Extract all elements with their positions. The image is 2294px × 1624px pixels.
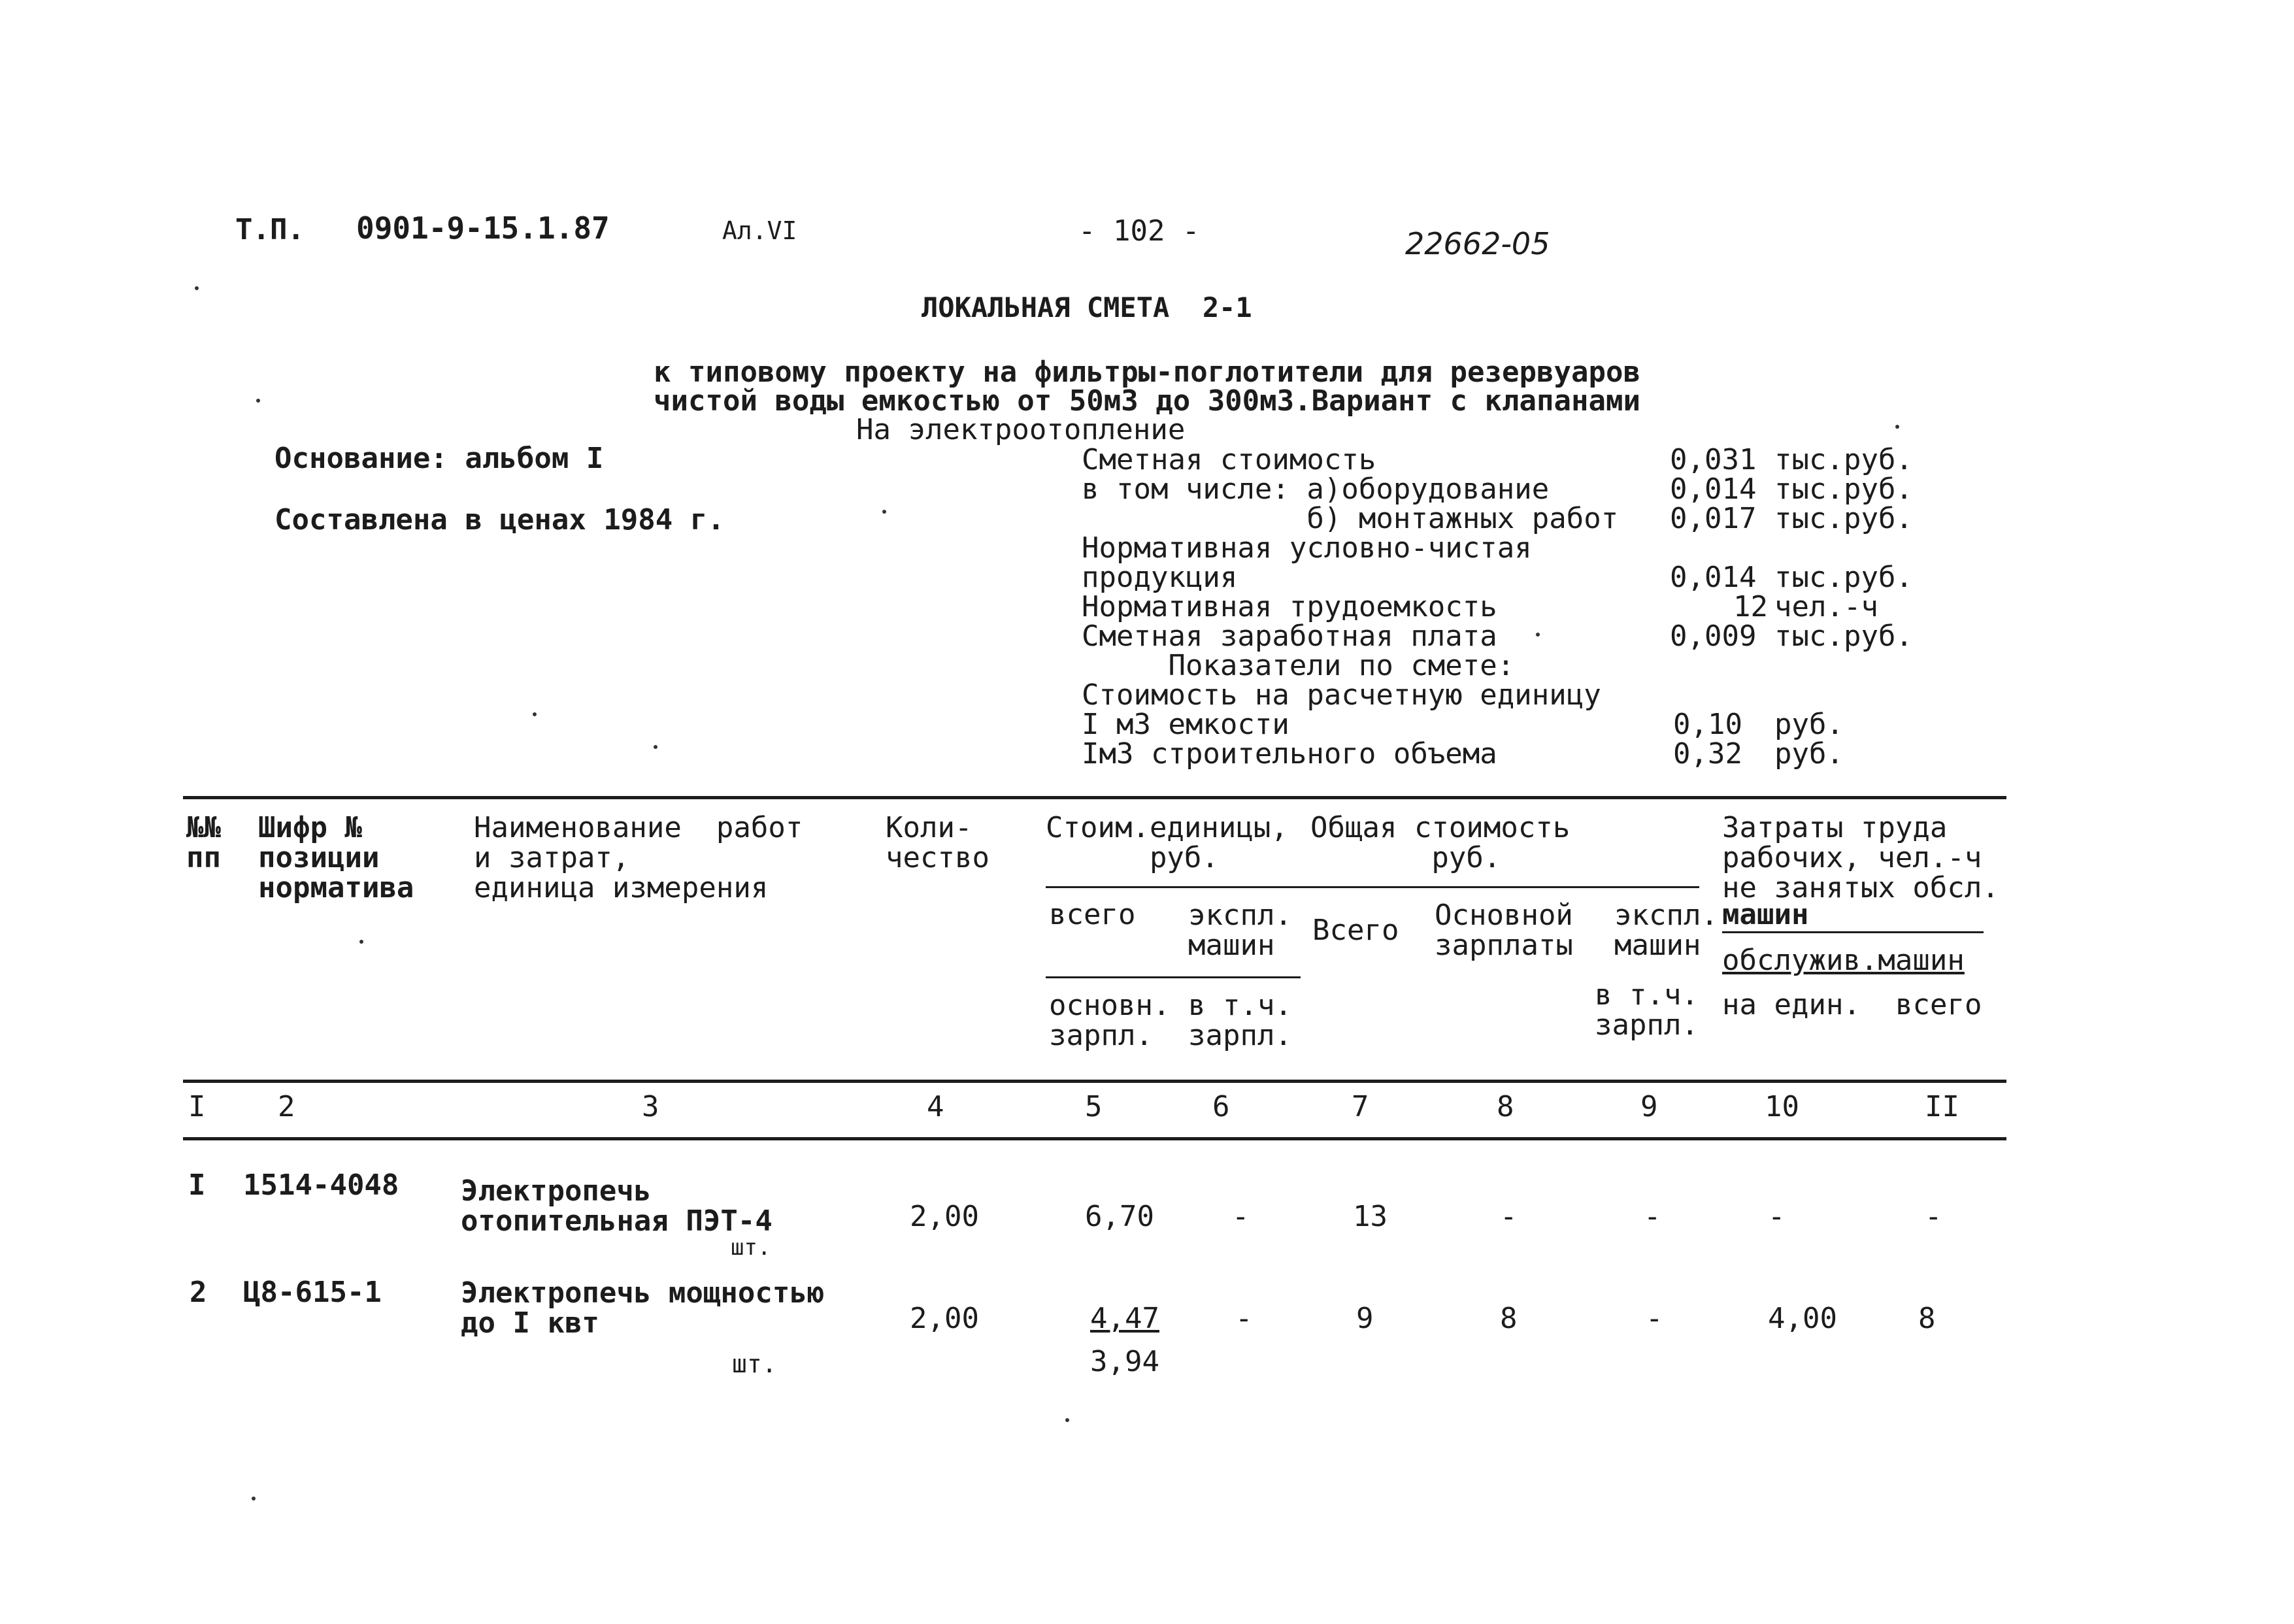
summary-label: Нормативная условно-чистая (1082, 531, 1532, 565)
column-number: 4 (927, 1090, 944, 1123)
row-name: Электропечь мощностью до I квт (461, 1276, 825, 1340)
col-header-name: Наименование работ и затрат, единица измерения (474, 811, 803, 905)
column-number: II (1925, 1090, 1959, 1123)
project-code: 0901-9-15.1.87 (356, 210, 610, 246)
row-labor-unit: - (1768, 1200, 1786, 1233)
scan-speck (359, 940, 363, 944)
col-header-total-cost: Общая стоимость руб. (1310, 811, 1571, 875)
row-number: 2 (190, 1276, 207, 1309)
summary-unit: руб. (1774, 737, 1844, 771)
summary-unit: руб. (1774, 708, 1844, 741)
col-header-labor-service: обслужив.машин (1722, 944, 1965, 977)
summary-value: 0,009 (1670, 620, 1757, 653)
summary-label: Показатели по смете: (1082, 649, 1515, 682)
album-number: Ал.VI (722, 216, 797, 245)
unit-cost-subrule-2 (1046, 976, 1301, 978)
summary-unit: тыс.руб. (1774, 620, 1913, 653)
col-header-vsego: всего (1049, 898, 1136, 931)
subtitle-line-2: чистой воды емкостью от 50м3 до 300м3.Вариант с клапанами (654, 384, 1640, 418)
column-number: I (188, 1090, 206, 1123)
scan-speck (256, 399, 260, 403)
row-total-ekspl: - (1646, 1302, 1663, 1335)
summary-unit: тыс.руб. (1774, 502, 1913, 535)
row-total-zarpl: - (1500, 1200, 1518, 1233)
row-total-zarpl: 8 (1500, 1302, 1518, 1335)
row-unit-ekspl: - (1235, 1302, 1253, 1335)
row-labor-total: 8 (1918, 1302, 1936, 1335)
row-code: 1514-4048 (243, 1168, 399, 1202)
column-numbers-bottom-rule (183, 1137, 2006, 1140)
header-bottom-rule (183, 1080, 2006, 1083)
col-header-vtch-zarpl-2: в т.ч. зарпл. (1595, 978, 1699, 1042)
row-code: Ц8-615-1 (243, 1276, 382, 1309)
doc-type-label: Т.П. (235, 213, 305, 246)
scan-speck (1065, 1418, 1069, 1422)
col-header-labor-machines: машин (1722, 898, 1809, 931)
summary-value: 0,014 (1670, 472, 1757, 506)
col-header-unit-cost: Стоим.единицы, руб. (1046, 811, 1288, 875)
page-number: - 102 - (1078, 214, 1200, 248)
summary-label: продукция (1082, 561, 1238, 594)
col-header-code: Шифр № позиции норматива (258, 811, 414, 905)
scan-speck (252, 1497, 256, 1500)
scan-speck (654, 745, 657, 749)
scan-speck (1536, 633, 1540, 637)
row-unit-ekspl: - (1232, 1200, 1250, 1233)
row-total-ekspl: - (1644, 1200, 1661, 1233)
col-header-vsego-total: Всего (1312, 914, 1399, 947)
unit-cost-subrule (1046, 886, 1699, 888)
column-number: 2 (278, 1090, 295, 1123)
scan-speck (533, 712, 537, 716)
column-number: 8 (1497, 1090, 1514, 1123)
summary-label: Стоимость на расчетную единицу (1082, 678, 1601, 712)
column-number: 6 (1212, 1090, 1230, 1123)
summary-unit: тыс.руб. (1774, 443, 1913, 476)
labor-subrule (1722, 931, 1984, 933)
col-header-ekspl-2: экспл. машин (1614, 899, 1718, 963)
summary-unit: тыс.руб. (1774, 561, 1913, 594)
scan-speck (1895, 425, 1899, 429)
row-number: I (188, 1168, 206, 1202)
col-header-quantity: Коли- чество (886, 811, 989, 875)
basis-prices: Составлена в ценах 1984 г. (274, 503, 725, 537)
column-number: 10 (1765, 1090, 1799, 1123)
subtitle-line-1: к типовому проекту на фильтры-поглотители для резервуаров (654, 356, 1640, 389)
col-header-na-edin: на един. (1722, 988, 1861, 1021)
summary-value: 0,32 (1673, 737, 1742, 771)
scan-speck (195, 286, 199, 290)
basis-album: Основание: альбом I (274, 442, 604, 475)
row-quantity: 2,00 (910, 1200, 979, 1233)
row-quantity: 2,00 (910, 1302, 979, 1335)
summary-label: б) монтажных работ (1082, 502, 1619, 535)
summary-value: 0,031 (1670, 443, 1757, 476)
summary-value: 0,014 (1670, 561, 1757, 594)
col-header-vsego-2: всего (1895, 988, 1982, 1021)
row-total: 13 (1353, 1200, 1388, 1233)
col-header-ekspl: экспл. машин (1188, 899, 1292, 963)
row-unit: шт. (731, 1235, 771, 1261)
row-unit-zarpl: 3,94 (1090, 1345, 1159, 1378)
col-header-number: №№ пп (186, 811, 221, 875)
column-number: 7 (1352, 1090, 1369, 1123)
summary-label: в том числе: а)оборудование (1082, 472, 1550, 506)
col-header-osnovn-zarpl: основн. зарпл. (1049, 989, 1171, 1053)
row-name: Электропечь отопительная ПЭТ-4 (461, 1174, 773, 1238)
summary-label: Сметная стоимость (1082, 443, 1376, 476)
summary-value: 0,10 (1673, 708, 1742, 741)
col-header-osnovnoy: Основной зарплаты (1435, 899, 1573, 963)
summary-unit: тыс.руб. (1774, 472, 1913, 506)
summary-label: Сметная заработная плата (1082, 620, 1497, 653)
summary-value: 0,017 (1670, 502, 1757, 535)
column-number: 5 (1085, 1090, 1103, 1123)
column-number: 9 (1640, 1090, 1658, 1123)
row-total: 9 (1356, 1302, 1374, 1335)
summary-unit: чел.-ч (1774, 590, 1878, 623)
row-unit-cost: 4,47 (1090, 1302, 1159, 1335)
summary-label: Iм3 строительного объема (1082, 737, 1497, 771)
row-unit-cost: 6,70 (1085, 1200, 1154, 1233)
col-header-labor: Затраты труда рабочих, чел.-ч не занятых обсл. (1722, 811, 1999, 905)
document-title: ЛОКАЛЬНАЯ СМЕТА 2-1 (922, 291, 1252, 323)
col-header-vtch-zarpl: в т.ч. зарпл. (1188, 989, 1292, 1053)
table-top-rule (183, 796, 2006, 799)
scan-speck (882, 510, 886, 514)
summary-label: Нормативная трудоемкость (1082, 590, 1497, 623)
handwritten-number: 22662-05 (1405, 226, 1550, 261)
column-number: 3 (642, 1090, 659, 1123)
row-unit: шт. (732, 1350, 777, 1378)
subtitle-line-3: На электроотопление (856, 413, 1186, 446)
summary-label: I м3 емкости (1082, 708, 1289, 741)
summary-value: 12 (1733, 590, 1768, 623)
row-labor-total: - (1925, 1200, 1942, 1233)
row-labor-unit: 4,00 (1768, 1302, 1837, 1335)
